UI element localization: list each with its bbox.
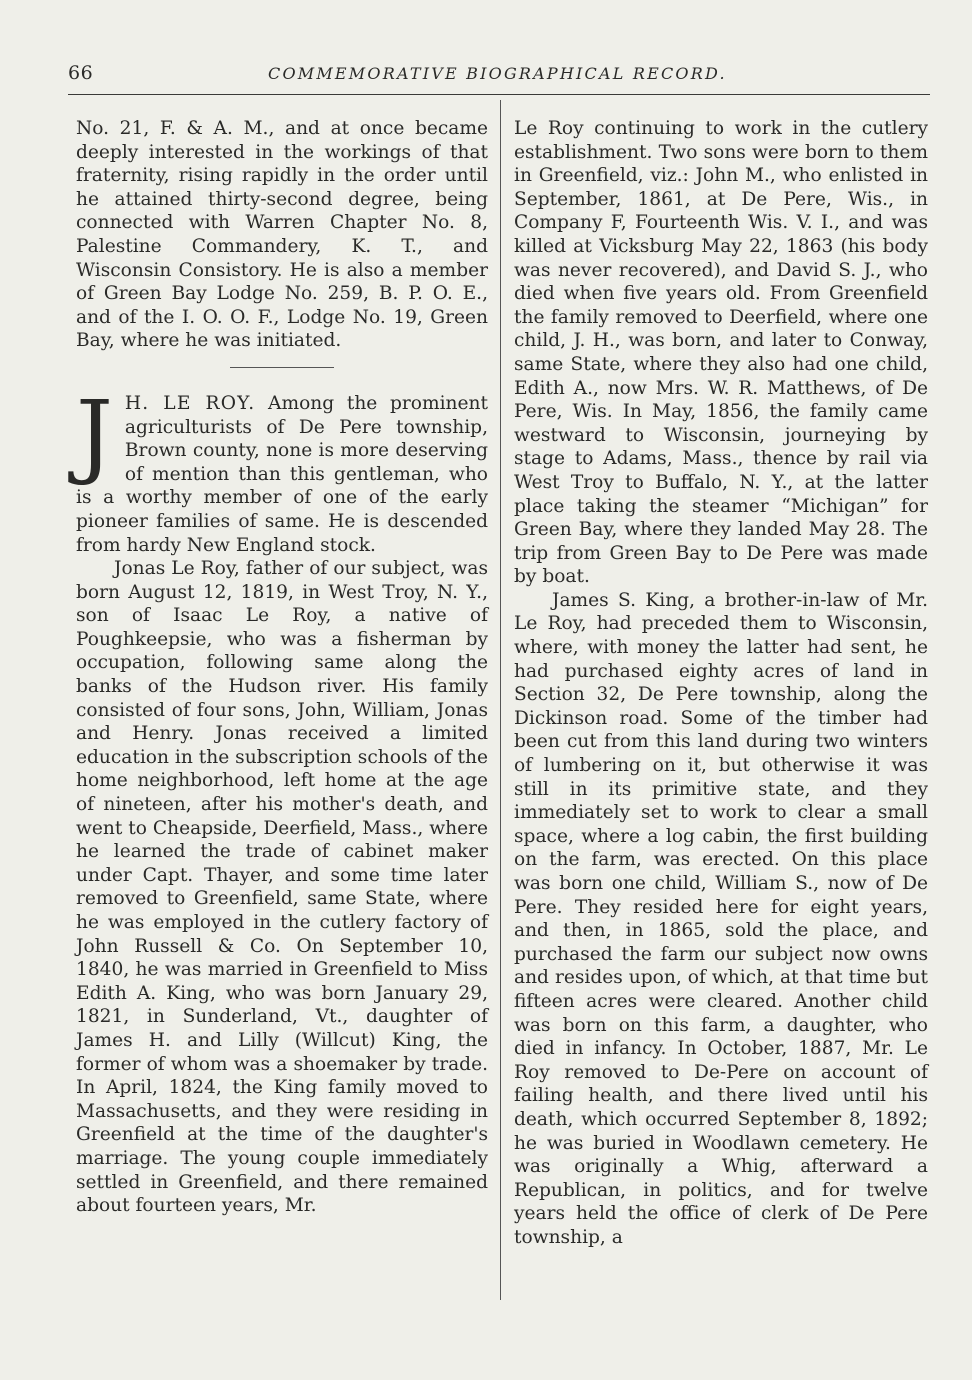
paragraph: Le Roy continuing to work in the cutlery establishment. Two sons were born to them in Greenfield, viz.: John M., who enlisted in September, 1861, at De Pere, Wis., in Company F, Fourteenth Wis. V. I., and was killed at Vicksburg May 22, 1863 (his body was never recovered), and David S. J., who died when five years old. From Greenfield the family removed to Deerfield, where one child, J. H., was born, and later to Conway, same State, where they also had one child, Edith A., now Mrs. W. R. Matthews, of De Pere, Wis. In May, 1856, the family came westward to Wisconsin, journeying by stage to Adams, Mass., thence by rail via West Troy to Buffalo, N. Y., at the latter place taking the steamer “Michigan” for Green Bay, where they landed May 28. The trip from Green Bay to De Pere was made by boat. — [514, 118, 928, 588]
paragraph-text: Among the prominent agriculturists of De Pere township, Brown county, none is more deserving of mention than this gentleman, who is a worthy member of one of the early pioneer families of same. He is descended from hardy New England stock. — [76, 392, 488, 556]
paragraph: Jonas Le Roy, father of our subject, was born August 12, 1819, in West Troy, N. Y., son of Isaac Le Roy, a native of Poughkeepsie, who was a fisherman by occupation, following same along the banks of the Hudson river. His family consisted of four sons, John, William, Jonas and Henry. Jonas received a limited education in the subscription schools of the home neighborhood, left home at the age of nineteen, after his mother's death, and went to Cheapside, Deerfield, Mass., where he learned the trade of cabinet maker under Capt. Thayer, and some time later removed to Greenfield, same State, where he was employed in the cutlery factory of John Russell & Co. On September 10, 1840, he was married in Greenfield to Miss Edith A. King, who was born January 29, 1821, in Sunderland, Vt., daughter of James H. and Lilly (Willcut) King, the former of whom was a shoemaker by trade. In April, 1824, the King family moved to Massachusetts, and they were residing in Greenfield at the time of the daughter's marriage. The young couple immediately settled in Greenfield, and there remained about fourteen years, Mr. — [76, 558, 488, 1217]
drop-cap: J — [76, 380, 113, 488]
paragraph: No. 21, F. & A. M., and at once became deeply interested in the workings of that fraternity, rising rapidly in the order until he attained thirty-second degree, being connected with Warren Chapter No. 8, Palestine Commandery, K. T., and Wisconsin Consistory. He is also a member of Green Bay Lodge No. 259, B. P. O. E., and of the I. O. O. F., Lodge No. 19, Green Bay, where he was initiated. — [76, 118, 488, 352]
left-column — [76, 117, 488, 1218]
page-header — [68, 60, 930, 88]
paragraph: James S. King, a brother-in-law of Mr. Le Roy, had preceded them to Wisconsin, where, with money the latter had sent, he had purchased eighty acres of land in Section 32, De Pere township, along the Dickinson road. Some of the timber had been cut from this land during two winters of lumbering on it, but otherwise it was still in its primitive state, and they immediately set to work to clear a small space, where a log cabin, the first building on the farm, was erected. On this place was born one child, William S., now of De Pere. They resided here for eight years, and then, in 1865, sold the place, and purchased the farm our subject now owns and resides upon, of which, at that time but fifteen acres were cleared. Another child was born on this farm, a daughter, who died in infancy. In October, 1887, Mr. Le Roy removed to De-Pere on account of failing health, and there lived until his death, which occurred September 8, 1892; he was buried in Woodlawn cemetery. He was originally a Whig, afterward a Republican, in politics, and for twelve years held the office of clerk of De Pere township, a — [514, 589, 928, 1248]
section-divider — [230, 367, 334, 368]
running-title: COMMEMORATIVE BIOGRAPHICAL RECORD. — [268, 64, 727, 83]
biography-opening — [76, 380, 488, 557]
subject-name: H. LE ROY. — [124, 392, 256, 414]
header-rule — [68, 94, 930, 95]
right-column — [514, 117, 928, 1250]
column-divider — [500, 100, 501, 1300]
page-number: 66 — [68, 62, 94, 84]
